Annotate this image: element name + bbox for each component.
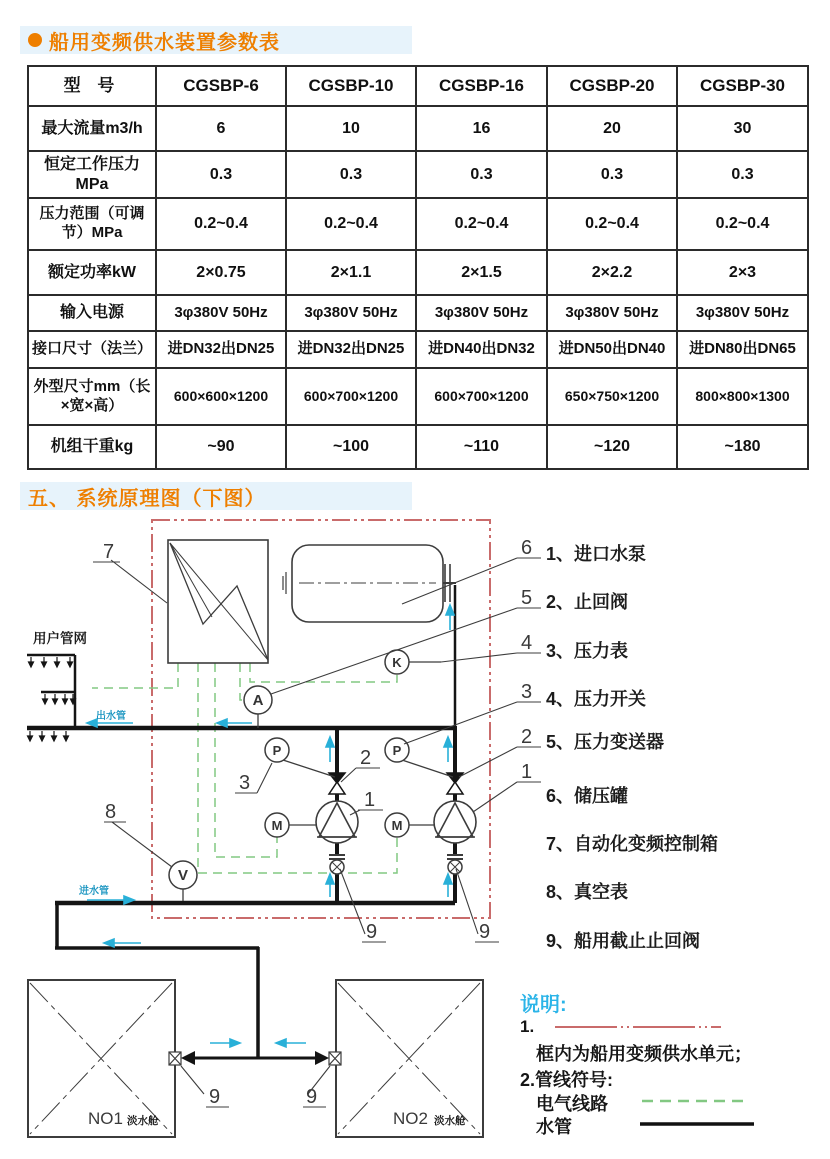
header-cgsbp6: CGSBP-6 (156, 66, 286, 106)
callout-7: 7 (103, 541, 115, 563)
note-2-text: 2.管线符号: (520, 1070, 614, 1090)
pressure-tank (283, 545, 456, 622)
table-header-row (28, 66, 808, 106)
vacuum-letter: V (177, 867, 189, 884)
table-row (28, 425, 808, 469)
stop-check-valve-right (447, 855, 463, 874)
legend-item-5: 5、压力变送器 (546, 732, 665, 752)
cell: 650×750×1200 (547, 368, 677, 425)
cell: 600×700×1200 (416, 368, 547, 425)
cell: 0.3 (286, 151, 416, 198)
header-cgsbp16: CGSBP-16 (416, 66, 547, 106)
cell: 进DN40出DN32 (416, 331, 547, 368)
cell: 16 (416, 106, 547, 151)
vfd-control-box (168, 540, 268, 663)
callout-1-inner: 1 (364, 789, 376, 811)
electric-line-label: 电气线路 (536, 1094, 608, 1114)
row-label: 压力范围（可调节）MPa (28, 198, 156, 250)
cell: 0.2~0.4 (416, 198, 547, 250)
cell: ~100 (286, 425, 416, 469)
legend-item-6: 6、储压罐 (546, 786, 629, 806)
cell: 0.3 (547, 151, 677, 198)
inlet-pipe-label: 进水管 (79, 886, 109, 897)
tank1-valve (169, 1052, 181, 1065)
cell: 2×1.5 (416, 250, 547, 295)
param-table-title: 船用变频供水装置参数表 (49, 31, 280, 54)
row-label: 最大流量m3/h (28, 106, 156, 151)
row-label: 额定功率kW (28, 250, 156, 295)
callout-1: 1 (521, 761, 533, 783)
cell: 3φ380V 50Hz (677, 295, 808, 331)
cell: 6 (156, 106, 286, 151)
callout-2-inner: 2 (360, 747, 372, 769)
outlet-pipe-label: 出水管 (96, 711, 126, 722)
section-title: 五、 系统原理图（下图） (28, 487, 266, 510)
cell: 600×600×1200 (156, 368, 286, 425)
electric-line-sample (640, 1098, 748, 1104)
cell: 30 (677, 106, 808, 151)
row-label: 恒定工作压力MPa (28, 151, 156, 198)
table-row (28, 295, 808, 331)
callout-5: 5 (521, 587, 533, 609)
cell: 3φ380V 50Hz (547, 295, 677, 331)
gauge-right-letter: P (392, 743, 402, 758)
row-label: 外型尺寸mm（长×宽×高） (28, 368, 156, 425)
table-row (28, 250, 808, 295)
cell: 2×0.75 (156, 250, 286, 295)
table-row (28, 198, 808, 250)
callout-3: 3 (521, 681, 533, 703)
header-cgsbp20: CGSBP-20 (547, 66, 677, 106)
instrument-lines (183, 662, 453, 901)
stop-check-valve-left (329, 855, 345, 874)
tank1-label: NO1 (88, 1109, 123, 1128)
callout-4: 4 (521, 632, 533, 654)
legend-item-3: 3、压力表 (546, 641, 629, 661)
cell: 2×2.2 (547, 250, 677, 295)
header-model: 型 号 (28, 66, 156, 106)
cell: 0.3 (677, 151, 808, 198)
cell: 3φ380V 50Hz (416, 295, 547, 331)
row-label: 机组干重kg (28, 425, 156, 469)
motor-left-letter: M (271, 818, 283, 833)
cell: 0.3 (156, 151, 286, 198)
row-label: 接口尺寸（法兰） (28, 331, 156, 368)
cell: 进DN32出DN25 (156, 331, 286, 368)
row-label: 输入电源 (28, 295, 156, 331)
notes-heading: 说明: (520, 994, 567, 1016)
unit-frame-line-sample (553, 1024, 723, 1030)
cell: 3φ380V 50Hz (286, 295, 416, 331)
cell: 2×3 (677, 250, 808, 295)
cell: ~110 (416, 425, 547, 469)
pump-left (316, 801, 358, 843)
header-cgsbp30: CGSBP-30 (677, 66, 808, 106)
table-row (28, 106, 808, 151)
note-1-text: 框内为船用变频供水单元； (536, 1044, 752, 1064)
header-cgsbp10: CGSBP-10 (286, 66, 416, 106)
cell: ~120 (547, 425, 677, 469)
tank-left-nozzle (283, 572, 286, 594)
table-row (28, 151, 808, 198)
cell: 2×1.1 (286, 250, 416, 295)
callout-3-inner: 3 (239, 772, 251, 794)
water-line-sample (638, 1120, 756, 1128)
legend-item-8: 8、真空表 (546, 882, 629, 902)
cell: 3φ380V 50Hz (156, 295, 286, 331)
param-table-title-bar (20, 26, 412, 54)
cell: ~90 (156, 425, 286, 469)
cell: 0.2~0.4 (677, 198, 808, 250)
callout-8: 8 (105, 801, 117, 823)
cell: 0.2~0.4 (547, 198, 677, 250)
note-1-number: 1. (520, 1017, 535, 1036)
cell: 进DN50出DN40 (547, 331, 677, 368)
legend-item-9: 9、船用截止止回阀 (546, 931, 701, 951)
bullet-dot-icon (28, 33, 42, 47)
tank2-label: NO2 (393, 1109, 428, 1128)
pump-right (434, 801, 476, 843)
section-title-bar (20, 482, 412, 510)
header-arrow-right (315, 1051, 329, 1065)
motor-right-letter: M (391, 818, 403, 833)
table-row (28, 368, 808, 425)
cell: 10 (286, 106, 416, 151)
cell: 进DN80出DN65 (677, 331, 808, 368)
cell: 20 (547, 106, 677, 151)
legend-item-4: 4、压力开关 (546, 689, 647, 709)
cell: 进DN32出DN25 (286, 331, 416, 368)
legend-item-2: 2、止回阀 (546, 592, 629, 612)
cell: 0.3 (416, 151, 547, 198)
callout-9-pump-right: 9 (479, 921, 491, 943)
gauge-left-letter: P (272, 743, 282, 758)
water-pipe-label: 水管 (536, 1117, 572, 1137)
tank2-type-label: 淡水舱 (434, 1115, 466, 1127)
legend-item-7: 7、自动化变频控制箱 (546, 834, 719, 854)
cell: 600×700×1200 (286, 368, 416, 425)
cell: 0.2~0.4 (156, 198, 286, 250)
tank1-type-label: 淡水舱 (127, 1115, 159, 1127)
cell: ~180 (677, 425, 808, 469)
callout-9-tank-left: 9 (209, 1086, 221, 1108)
parameter-table (27, 65, 809, 470)
switch-letter: K (392, 655, 402, 670)
callout-6: 6 (521, 537, 533, 559)
tank2-valve (329, 1052, 341, 1065)
user-network-label: 用户管网 (33, 631, 87, 646)
transmitter-letter: A (252, 692, 264, 709)
cell: 0.2~0.4 (286, 198, 416, 250)
cell: 800×800×1300 (677, 368, 808, 425)
callout-9-tank-right: 9 (306, 1086, 318, 1108)
legend-item-1: 1、进口水泵 (546, 544, 647, 564)
callout-9-pump-left: 9 (366, 921, 378, 943)
callout-2: 2 (521, 726, 533, 748)
table-row (28, 331, 808, 368)
header-arrow-left (181, 1051, 195, 1065)
